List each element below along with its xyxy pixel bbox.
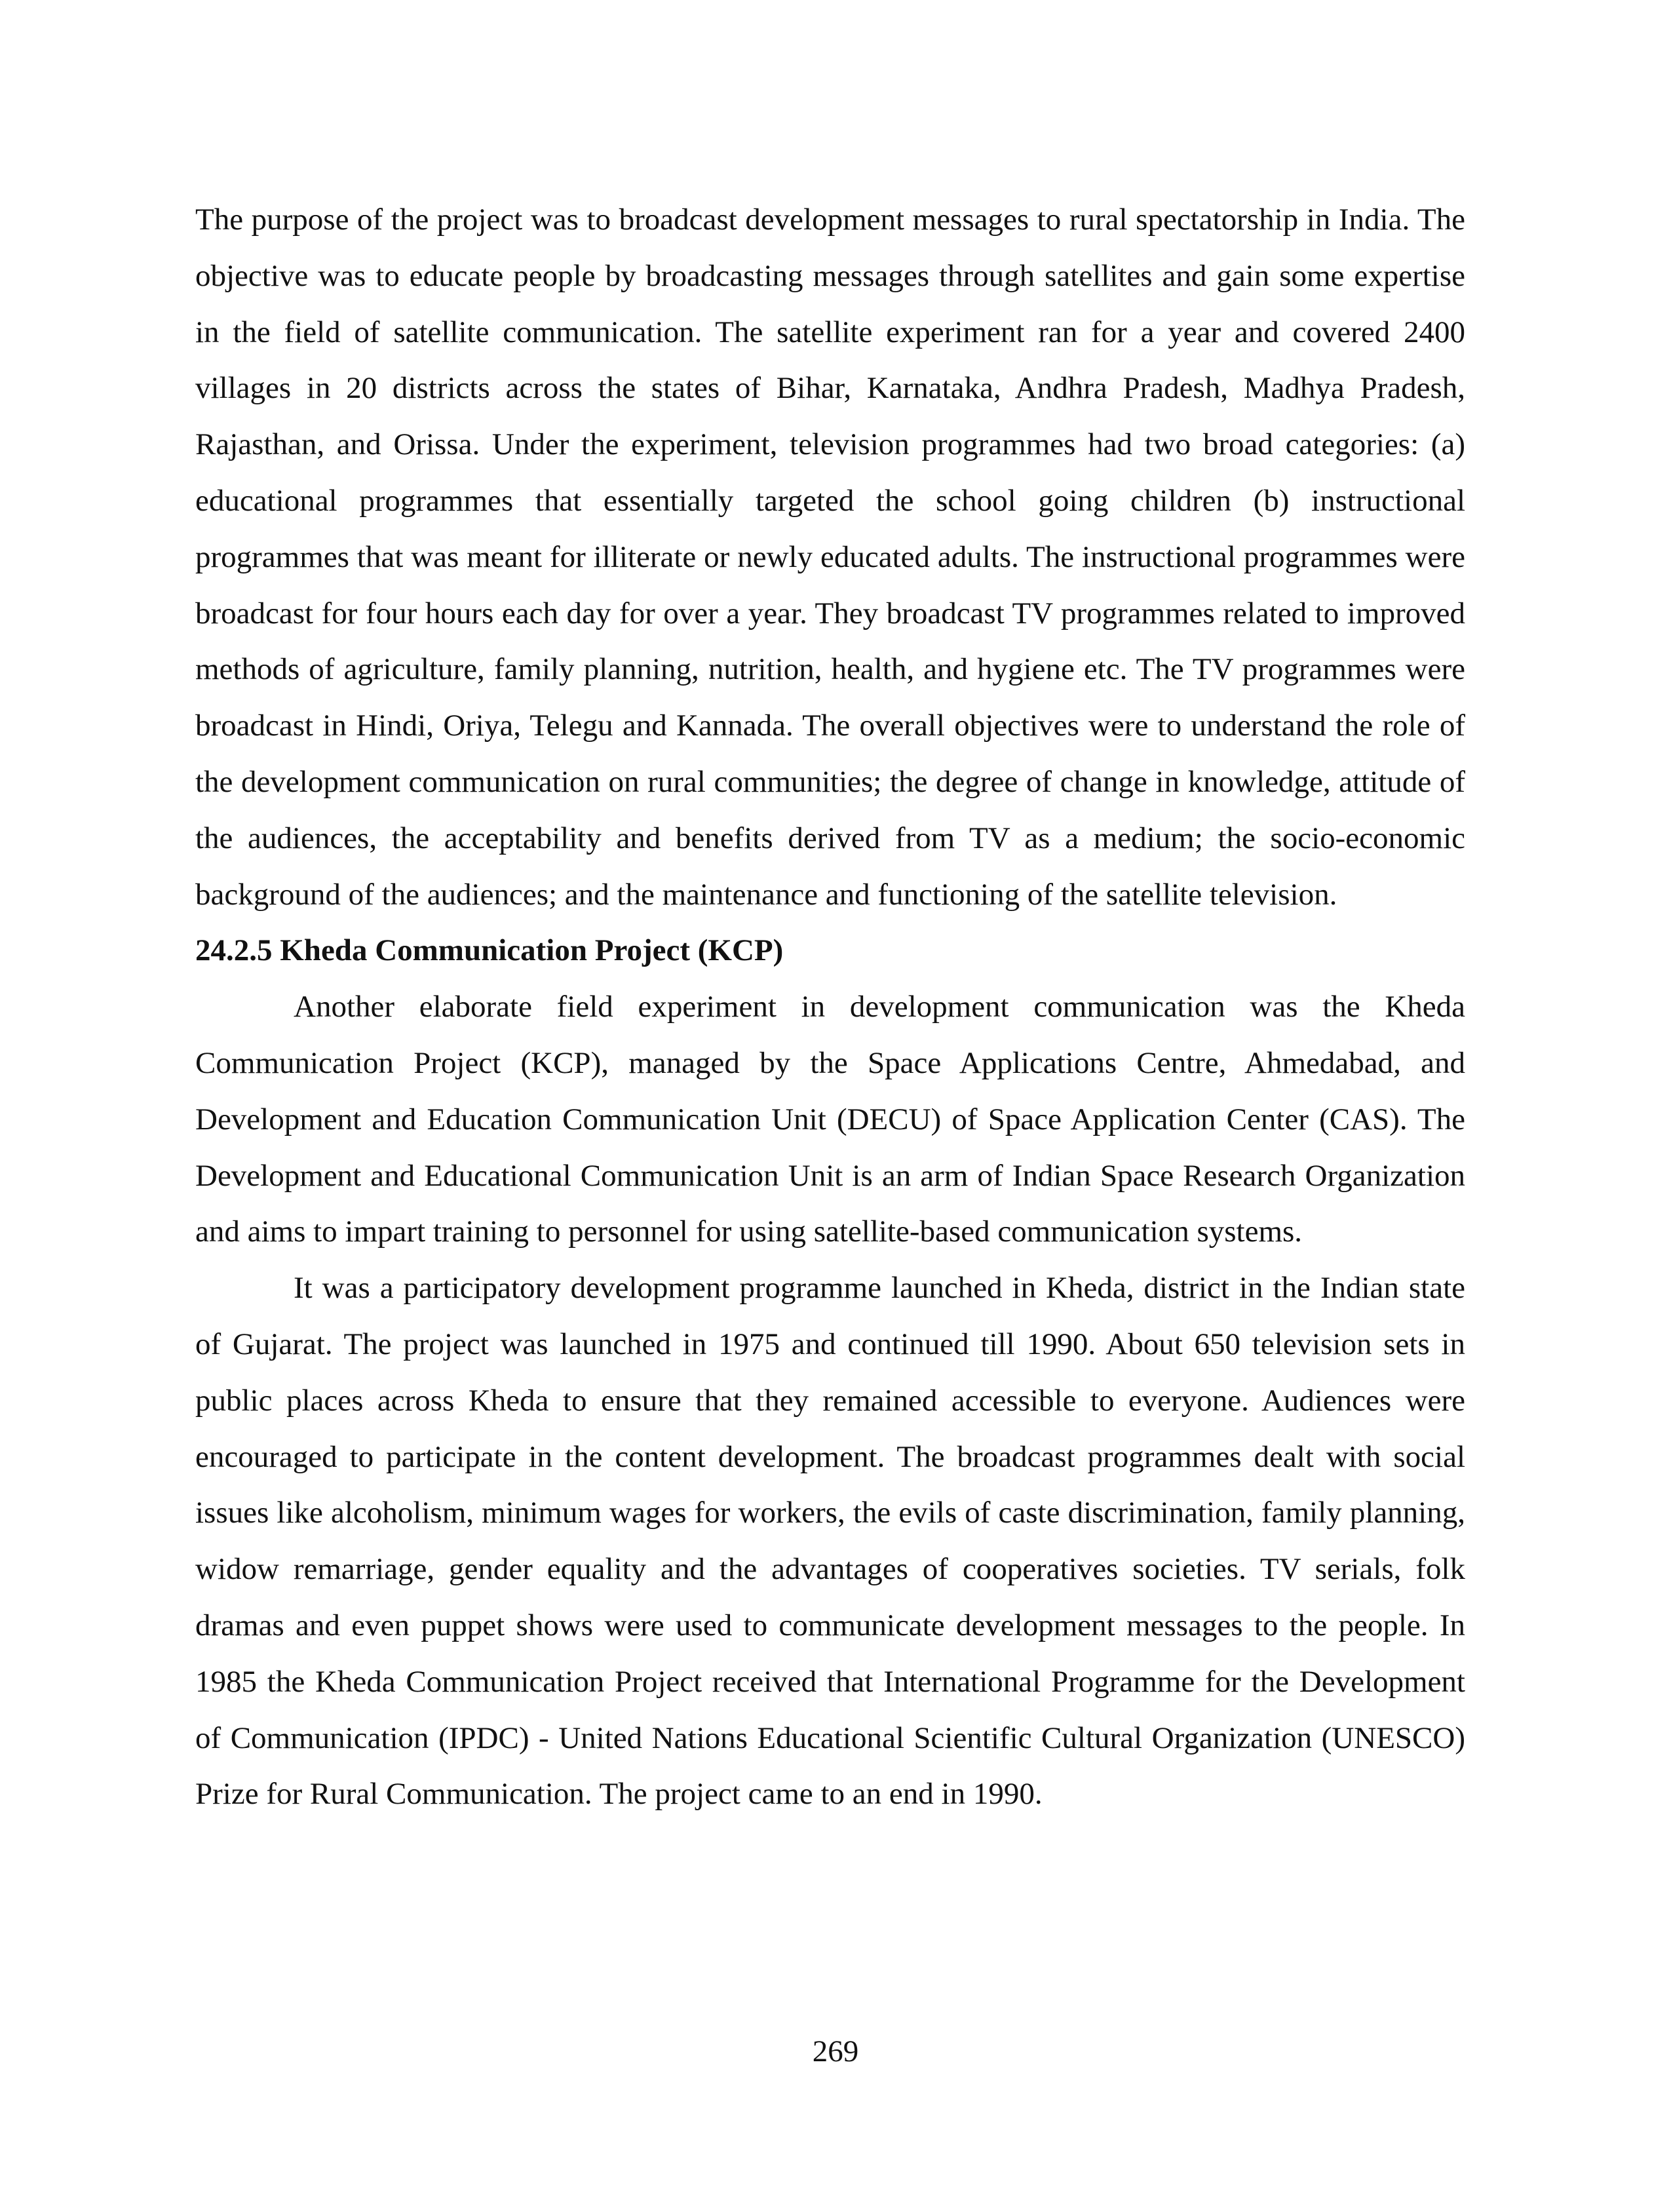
body-text bbox=[195, 192, 1465, 1823]
paragraph-kcp-intro: Another elaborate field experiment in development communication was the Kheda Communication Project (KCP), managed by the Space Applications Centre, Ahmedabad, and Development and Education Communication Unit (DECU) of Space Application Center (CAS). The Development and Educational Communication Unit is an arm of Indian Space Research Organization and aims to impart training to personnel for using satellite-based communication systems. bbox=[195, 990, 1465, 1249]
page-number: 269 bbox=[812, 2034, 859, 2068]
paragraph-kcp-details: It was a participatory development programme launched in Kheda, district in the Indian state of Gujarat. The project was launched in 1975 and continued till 1990. About 650 television sets in public places across Kheda to ensure that they remained accessible to everyone. Audiences were encouraged to participate in the content development. The broadcast programmes dealt with social issues like alcoholism, minimum wages for workers, the evils of caste discrimination, family planning, widow remarriage, gender equality and the advantages of cooperatives societies. TV serials, folk dramas and even puppet shows were used to communicate development messages to the people. In 1985 the Kheda Communication Project received that International Programme for the Development of Communication (IPDC) - United Nations Educational Scientific Cultural Organization (UNESCO) Prize for Rural Communication. The project came to an end in 1990. bbox=[195, 1271, 1465, 1812]
paragraph-satellite-experiment: The purpose of the project was to broadcast development messages to rural spectatorship in India. The objective was to educate people by broadcasting messages through satellites and gain some expertise in the field of satellite communication. The satellite experiment ran for a year and covered 2400 villages in 20 districts across the states of Bihar, Karnataka, Andhra Pradesh, Madhya Pradesh, Rajasthan, and Orissa. Under the experiment, television programmes had two broad categories: (a) educational programmes that essentially targeted the school going children (b) instructional programmes that was meant for illiterate or newly educated adults. The instructional programmes were broadcast for four hours each day for over a year. They broadcast TV programmes related to improved methods of agriculture, family planning, nutrition, health, and hygiene etc. The TV programmes were broadcast in Hindi, Oriya, Telegu and Kannada. The overall objectives were to understand the role of the development communication on rural communities; the degree of change in knowledge, attitude of the audiences, the acceptability and benefits derived from TV as a medium; the socio-economic background of the audiences; and the maintenance and functioning of the satellite television. bbox=[195, 203, 1465, 912]
section-heading: 24.2.5 Kheda Communication Project (KCP) bbox=[195, 933, 784, 968]
